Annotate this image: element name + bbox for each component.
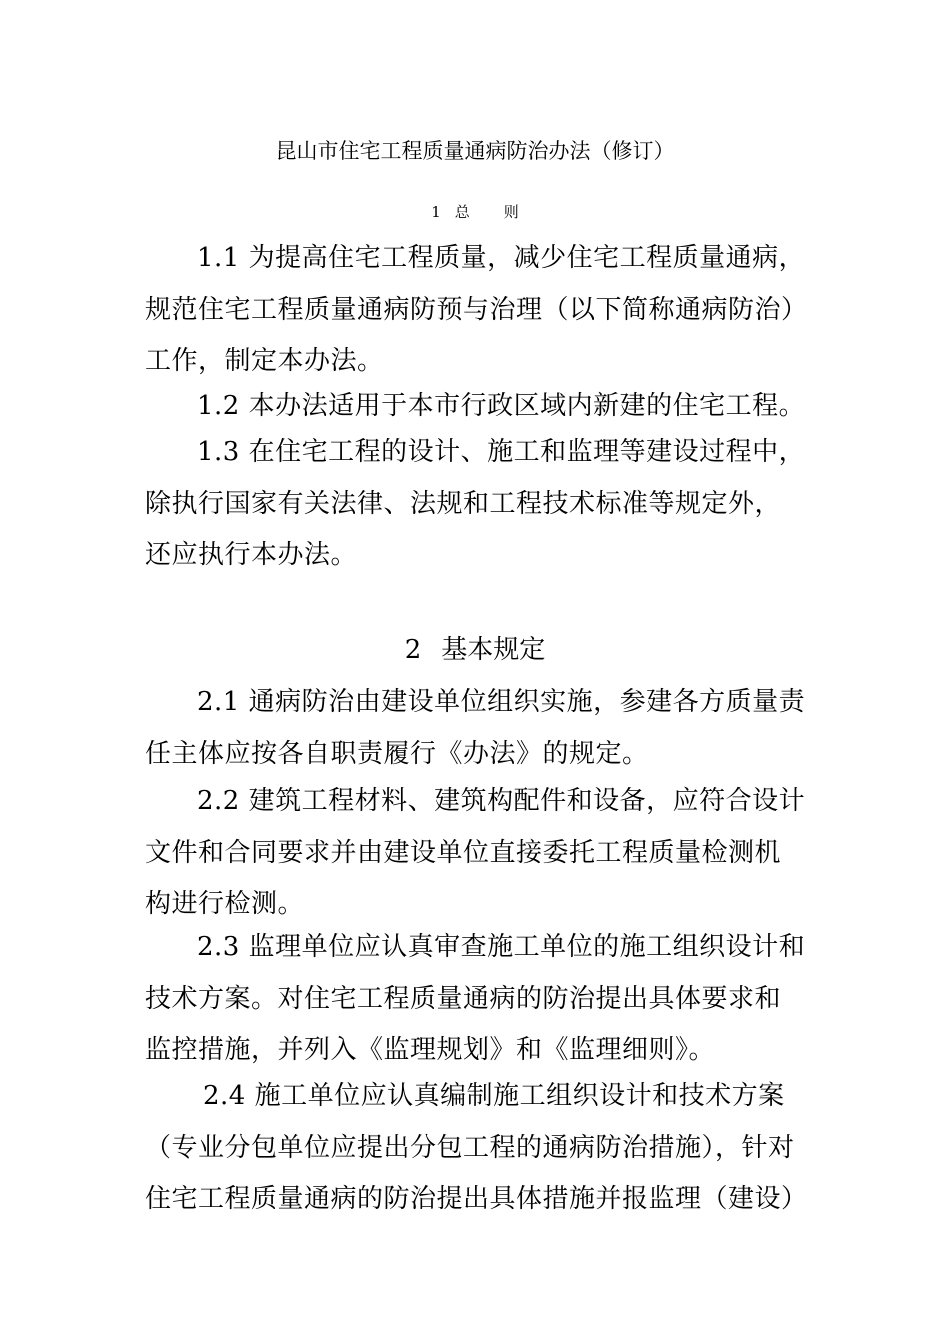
- chapter-1-name-part-2: 则: [503, 203, 519, 221]
- paragraph-1-3: 1.3 在住宅工程的设计、施工和监理等建设过程中，除执行国家有关法律、法规和工程技术标准等规定外，还应执行本办法。: [145, 437, 806, 570]
- chapter-2-name: 基本规定: [441, 635, 546, 665]
- paragraph-2-4: 2.4 施工单位应认真编制施工组织设计和技术方案（专业分包单位应提出分包工程的通病防治措施），针对住宅工程质量通病的防治提出具体措施并报监理（建设）: [145, 1081, 808, 1214]
- chapter-1-name-part-1: 总: [454, 203, 470, 221]
- chapter-2-heading: [0, 630, 950, 670]
- paragraph-1-2: 1.2 本办法适用于本市行政区域内新建的住宅工程。: [197, 391, 806, 421]
- paragraph-1-1: 1.1 为提高住宅工程质量，减少住宅工程质量通病，规范住宅工程质量通病防预与治理（以下简称通病防治）工作，制定本办法。: [145, 243, 806, 376]
- chapter-1-heading: [0, 200, 950, 224]
- paragraph-2-1: 2.1 通病防治由建设单位组织实施，参建各方质量责任主体应按各自职责履行《办法》的规定。: [145, 687, 806, 769]
- chapter-1-number: 1: [431, 203, 441, 221]
- paragraph-2-2: 2.2 建筑工程材料、建筑构配件和设备，应符合设计文件和合同要求并由建设单位直接委托工程质量检测机构进行检测。: [145, 786, 806, 919]
- paragraph-2-3: 2.3 监理单位应认真审查施工单位的施工组织设计和技术方案。对住宅工程质量通病的防治提出具体要求和监控措施，并列入《监理规划》和《监理细则》。: [145, 932, 806, 1065]
- document-title: 昆山市住宅工程质量通病防治办法（修订）: [275, 139, 675, 163]
- chapter-2-number: 2: [404, 635, 422, 665]
